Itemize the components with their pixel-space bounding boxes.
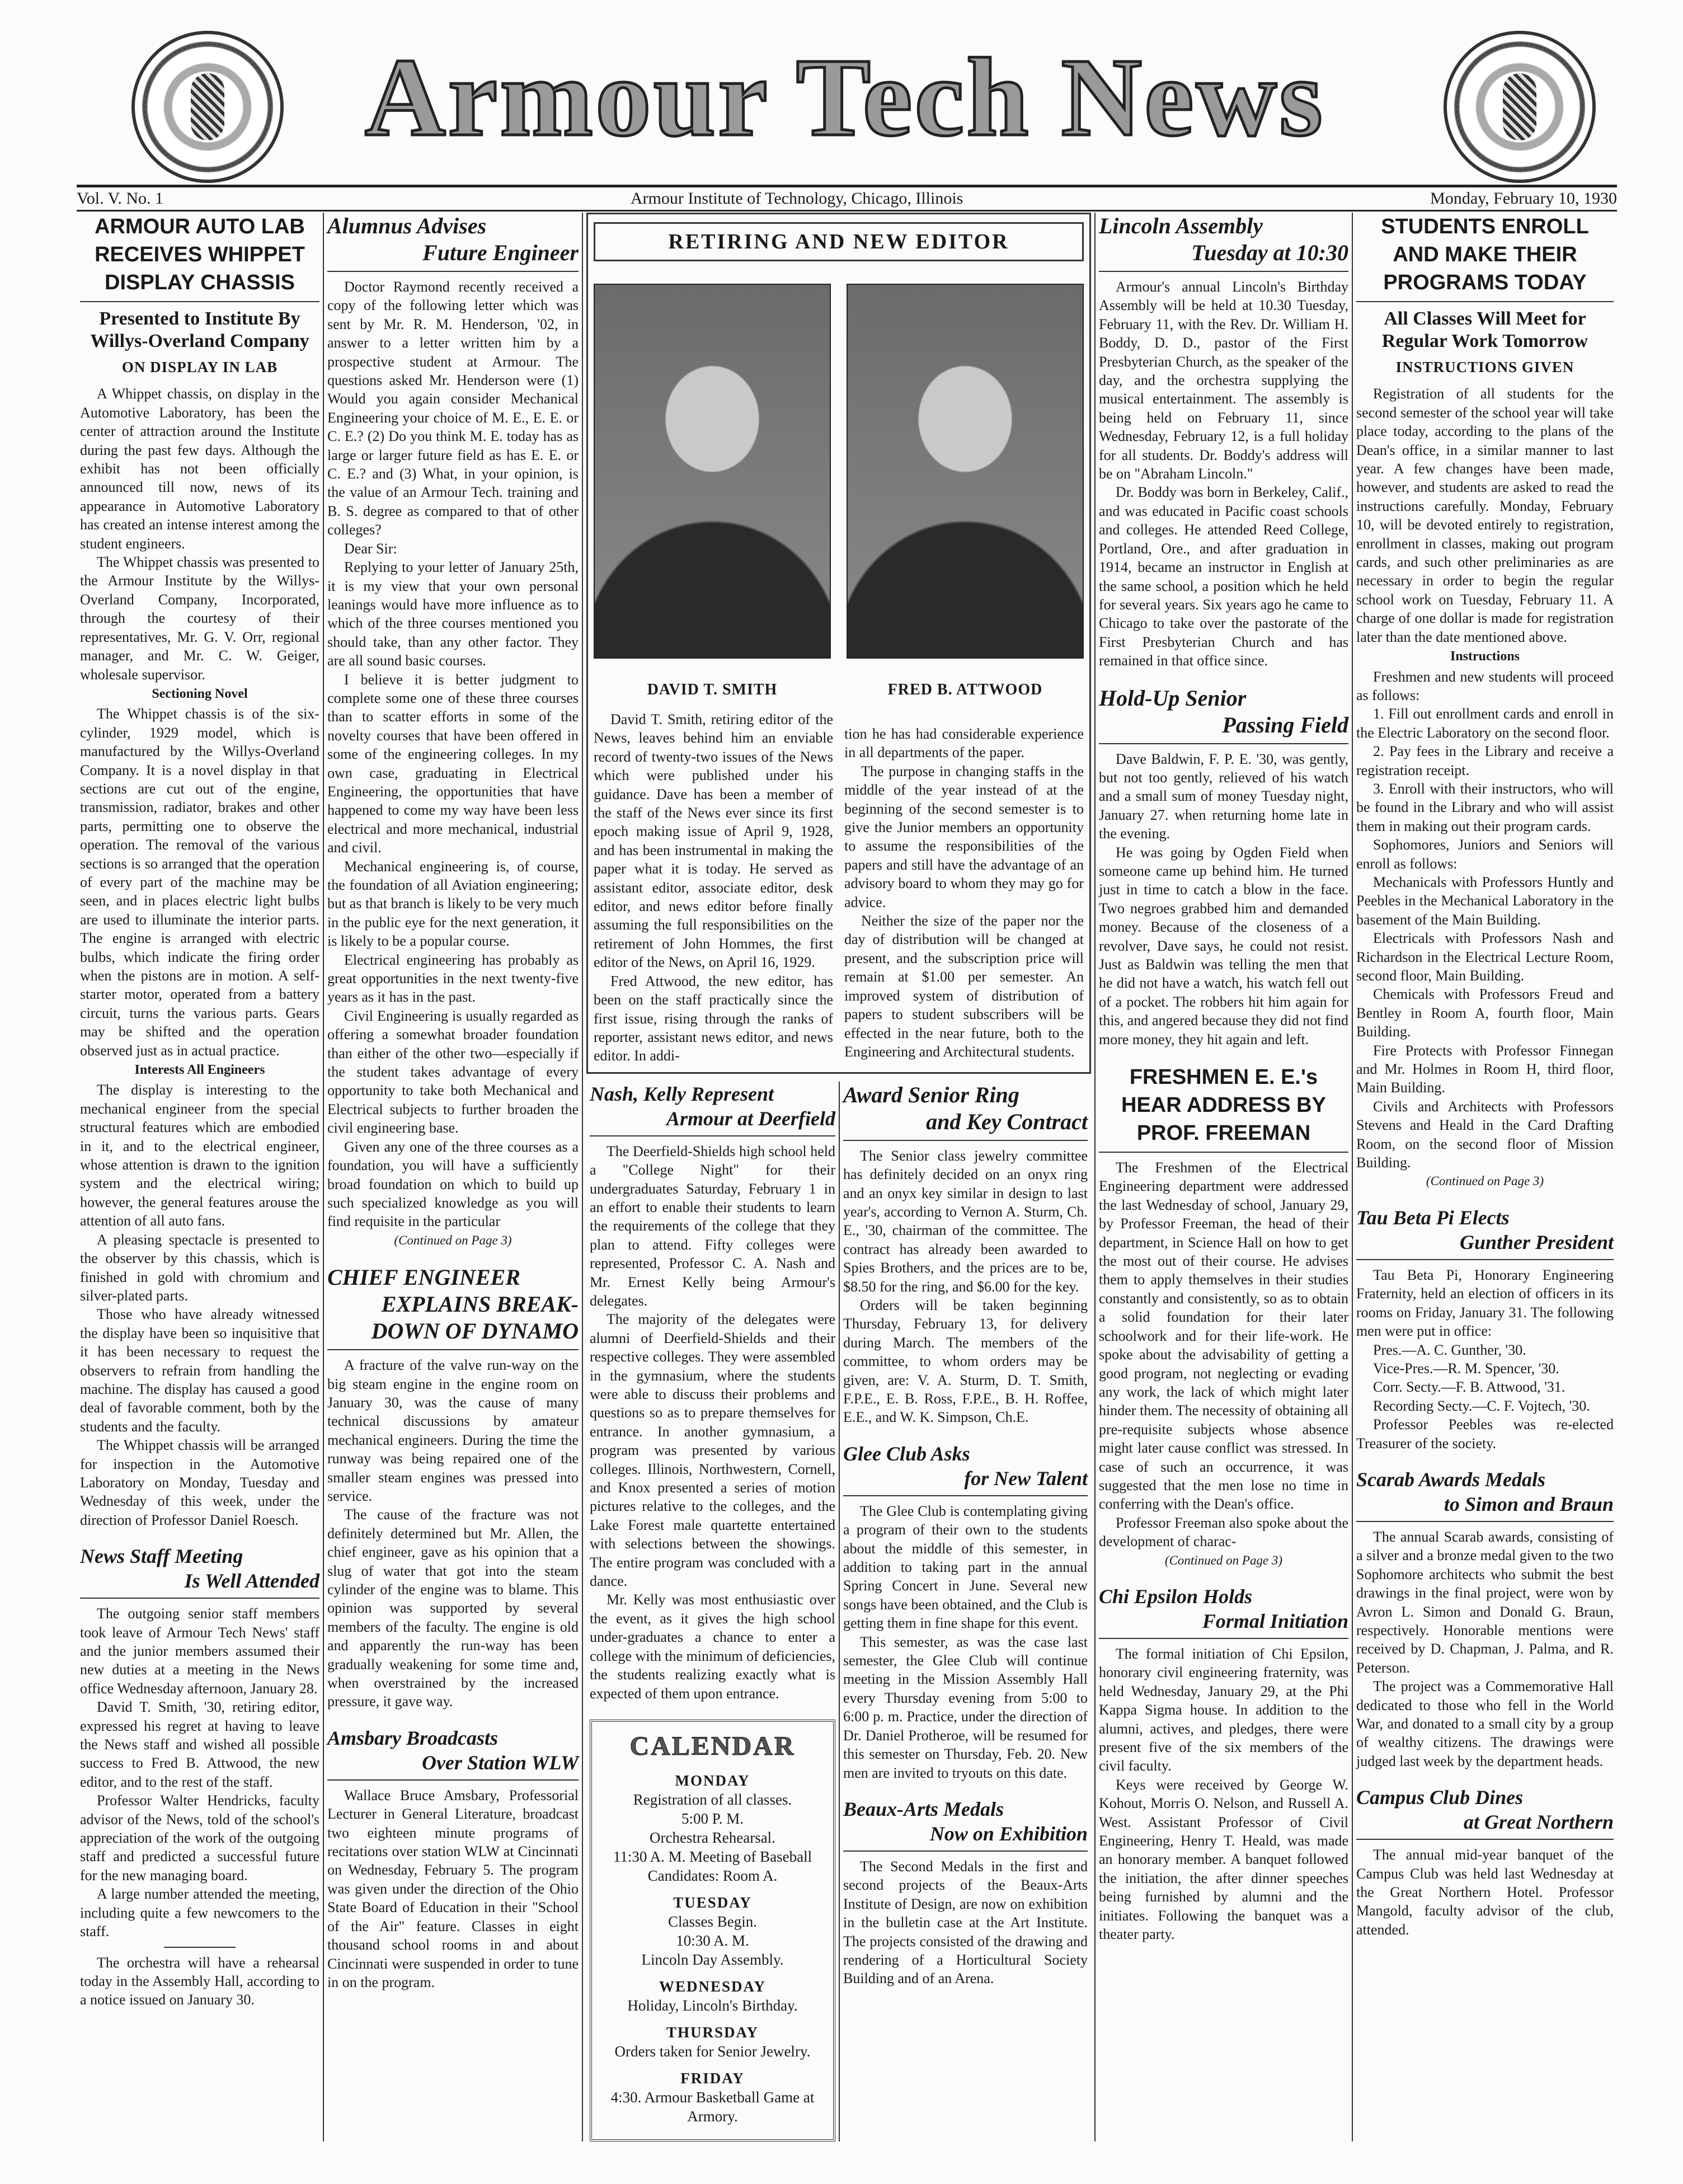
headline [1099,1584,1348,1639]
headline [1356,1467,1614,1522]
article-editor-part1 [594,710,833,1065]
calendar-title: CALENDAR [629,1731,796,1761]
section-subhead: Sectioning Novel [152,686,248,701]
headline-line: Glee Club Asks [843,1442,970,1465]
paragraph: Corr. Secty.—F. B. Attwood, '31. [1373,1379,1566,1396]
article-freshmen-ee [1099,1063,1348,1570]
paragraph: The Freshmen of the Electrical Engineering department were addressed the last Wednesday of school, January 29, by Professor Freeman, the head of their department, in Science Hall on how to get the most out of their course. He advises them to apply themselves in their studies constantly and consistently, so as to obtain a solid foundation for their later schoolwork and for their life-work. He spoke about the advisability of getting a good program, not neglecting or evading any work, the lack of which might later hinder them. The necessity of obtaining all pre-requisite subjects whose absence might later cause conflict was stressed. In case of such an occurrence, it was suggested that the men lose no time in conferring with the Dean's office. [1099,1159,1348,1513]
institution-name: Armour Institute of Technology, Chicago, Illinois [630,189,963,208]
column-center [582,213,1094,2141]
paragraph: The purpose in changing staffs in the middle of the year instead of at the beginning of the second semester is to give the Junior members an opportunity to assume the responsibilities of the papers and still have the advantage of an advisory board to whom they may go for advice. [844,763,1084,910]
paragraph: Mr. Kelly was most enthusiastic over the event, as it gives the high school under-graduates a chance to enter a college with the minimum of deficiencies, the students realizing exactly what is expected of them upon entrance. [590,1591,835,1702]
headline-line: HEAR ADDRESS BY [1121,1093,1326,1117]
paragraph: Sophomores, Juniors and Seniors will enroll as follows: [1356,837,1614,872]
section-subhead: Interests All Engineers [134,1063,265,1078]
paragraph: Neither the size of the paper nor the day of distribution will be changed at present, and the subscription price will remain at $1.00 per semester. An improved system of distribution of papers to student subscribers will be effected in the near future, both to the Engineering and Architectural students. [844,913,1084,1060]
article-students-enroll [1356,213,1614,1191]
headline [327,213,579,272]
paragraph: Given any one of the three courses as a foundation, you will have a sufficiently broad foundation on which to build up such specialized knowledge as you will find requisite in the particular [327,1138,579,1230]
paragraph: A pleasing spectacle is presented to the observer by this chassis, which is finished in gold with chromium and silver-plated parts. [80,1231,319,1304]
headline-line: Hold-Up Senior [1099,685,1247,711]
photo-fred-attwood [847,284,1084,659]
headline-line: CHIEF ENGINEER [327,1265,520,1290]
paragraph: Wallace Bruce Amsbary, Professorial Lecturer in General Literature, broadcast two eighteen minute programs of recitations over station WLW at Cincinnati on Wednesday, February 5. The program was given under the direction of the Ohio State Board of Education in their "School of the Air" feature. Classes in eight thousand school rooms in and about Cincinnati were suspended in order to tune in on the program. [327,1787,579,1990]
paragraph: David T. Smith, retiring editor of the News, leaves behind him an enviable record of twenty-two issues of the News which were published under his guidance. Dave has been a member of the staff of the News ever since its first epoch making issue of April 9, 1928, and has been instrumental in making the paper what it is today. He served as assistant editor, associate editor, desk editor, and news editor before finally assuming the full responsibilities on the retirement of John Hommes, the first editor of the News, on April 16, 1929. [594,711,833,971]
calendar-entry: Holiday, Lincoln's Birthday. [627,1997,798,2014]
headline-line: for New Talent [964,1467,1088,1490]
calendar-entry: Classes Begin. [668,1913,757,1930]
headline-line: Future Engineer [422,240,579,265]
paragraph: Civils and Architects with Professors Stevens and Heald in the Card Drafting Room, on the second floor of Mission Building. [1356,1098,1614,1171]
column-4 [1094,213,1352,2141]
paragraph: A Whippet chassis, on display in the Automotive Laboratory, has been the center of attraction around the Institute during the past few days. Although the exhibit has not been officially announced till now, news of its appearance in Automotive Laboratory has created an intense interest among the student engineers. [80,386,319,552]
headline [843,1797,1088,1852]
paragraph: Dr. Boddy was born in Berkeley, Calif., and was educated in Pacific coast schools and colleges. He attended Reed College, Portland, Ore., and after graduation in 1914, became an instructor in English at the same school, a position which he held for several years. Six years ago he came to Chicago to take over the pastorate of the First Presbyterian Church and has remained in that office since. [1099,484,1348,669]
paragraph: A large number attended the meeting, including quite a few newcomers to the staff. [80,1886,319,1940]
headline-line: Award Senior Ring [843,1082,1019,1107]
paragraph: The display is interesting to the mechanical engineer from the special structural features which are embodied in it, and to the electrical engineer, whose attention is drawn to the ignition system and the electrical wiring; however, the general features arouse the attention of all auto fans. [80,1082,319,1229]
paragraph: 3. Enroll with their instructors, who will be found in the Library and who will assist them in making out their program cards. [1356,780,1614,834]
institute-seal-left [131,31,284,183]
headline [80,213,319,302]
paragraph: The formal initiation of Chi Epsilon, honorary civil engineering fraternity, was held Wednesday, January 29, at the Phi Kappa Sigma house. In addition to the alumni, actives, and pledges, there were present five of the six members of the civil faculty. [1099,1645,1348,1774]
article-news-staff [80,1544,319,2009]
column-2 [323,213,582,2141]
article-editor-part2 [844,725,1084,1065]
continued-note: (Continued on Page 3) [1164,1553,1283,1567]
center-right-column [839,1082,1091,2141]
article-campus-club [1356,1785,1614,1939]
paragraph: The annual mid-year banquet of the Campus Club was held last Wednesday at the Great Northern Hotel. Professor Mangold, faculty advisor of the club, attended. [1356,1847,1614,1938]
paragraph: Civil Engineering is usually regarded as offering a somewhat broader foundation than either of the other two—especially if the student takes advantage of every opportunity to take both Mechanical and Electrical subjects to further broaden the civil engineering base. [327,1007,579,1136]
headline-line: Formal Initiation [1202,1609,1348,1632]
paragraph: Tau Beta Pi, Honorary Engineering Fraternity, held an election of officers in its rooms on Friday, January 31. The following men were put in office: [1356,1266,1614,1340]
page-columns [77,213,1617,2141]
paragraph: Fred Attwood, the new editor, has been on the staff practically since the first issue, rising through the ranks of reporter, assistant news editor, and news editor. In addi- [594,973,833,1064]
paragraph: Registration of all students for the second semester of the school year will take place today, according to the plans of the Dean's office, in a similar manner to last year. A few changes have been made, however, and students are asked to read the instructions carefully. Monday, February 10, will be devoted entirely to registration, enrollment in classes, making out program cards, and such other preliminaries as are necessary in order to begin the regular school work on Tuesday, February 11. A charge of one dollar is made for registration later than the date mentioned above. [1356,386,1614,645]
headline-line: EXPLAINS BREAK- [381,1291,579,1317]
paragraph: Mechanical engineering is, of course, the foundation of all Aviation engineering; but as that branch is likely to be very much in the public eye for the next generation, it is likely to be a popular course. [327,858,579,950]
paragraph: Electrical engineering has probably as great opportunities in the next twenty-five years as it has in the past. [327,951,579,1006]
headline-line: Is Well Attended [184,1570,319,1593]
center-left-column [586,1082,839,2141]
article-alumnus [327,213,579,1250]
paragraph: A fracture of the valve run-way on the big steam engine in the engine room on January 30, was the cause of many technical discussions by amateur mechanical engineers. During the time the runway was being repaired one of the smaller steam engines was pressed into service. [327,1357,579,1504]
paragraph: 1. Fill out enrollment cards and enroll in the Electric Laboratory on the second floor. [1356,706,1614,741]
paragraph: Recording Secty.—C. F. Vojtech, '30. [1373,1397,1590,1414]
calendar-entry: 10:30 A. M. [676,1932,749,1949]
paragraph: David T. Smith, '30, retiring editor, expressed his regret at having to leave the News staff and wished all possible success to Fred B. Attwood, the new editor, and to the rest of the staff. [80,1699,319,1790]
article-beaux-arts [843,1797,1088,1988]
divider [164,1947,236,1948]
headline [1356,1785,1614,1840]
paragraph: I believe it is better judgment to complete some one of these three courses than to scatter efforts in some of the novelty courses that have been offered in some of the engineering colleges. In my own case, graduating in Electrical Engineering, the opportunities that have happened to come my way have been less electrical and more mechanical, industrial and civil. [327,671,579,856]
dateline-bar [77,185,1617,212]
paragraph: The Second Medals in the first and second projects of the Beaux-Arts Institute of Design, are now on exhibition in the bulletin case at the Art Institute. The projects consisted of the drawing and rendering of a Horticultural Society Building and of an Arena. [843,1858,1088,1987]
article-senior-ring [843,1082,1088,1427]
caption-left: DAVID T. SMITH [647,681,778,698]
paragraph: Electricals with Professors Nash and Richardson in the Electrical Lecture Room, second floor, Main Building. [1356,930,1614,984]
paragraph: Freshmen and new students will proceed as follows: [1356,668,1614,703]
paragraph: The cause of the fracture was not definitely determined but Mr. Allen, the chief engineer, gave as his opinion that a slug of water that got into the steam cylinder of the engine was to blame. This opinion was supported by several members of the faculty. The engine is old and apparently the run-way has been gradually weakening for some time and, when overstrained by the increased pressure, it gave way. [327,1506,579,1710]
paragraph: The Deerfield-Shields high school held a "College Night" for their undergraduates Saturday, February 1 in an effort to enable their students to learn the requirements of the college that they plan to attend. Fifty colleges were represented, Professor C. A. Nash and Mr. Ernest Kelly being Armour's delegates. [590,1143,835,1309]
headline-line: Tau Beta Pi Elects [1356,1206,1510,1229]
headline-line: News Staff Meeting [80,1545,243,1568]
paragraph: The annual Scarab awards, consisting of a silver and a bronze medal given to the two Sophomore architects who submit the best drawings in the final project, were won by Avron L. Simon and Donald G. Braun, respectively. Honorable mentions were received by D. Chapman, J. Palma, and R. Peterson. [1356,1528,1614,1676]
headline-line: DISPLAY CHASSIS [105,271,295,294]
paragraph: Fire Protects with Professor Finnegan and Mr. Holmes in Room H, third floor, Main Building. [1356,1042,1614,1096]
subheadline-caps: ON DISPLAY IN LAB [121,359,278,375]
headline [1356,213,1614,302]
paragraph: The Senior class jewelry committee has definitely decided on an onyx ring and an onyx key similar in design to last year's, according to Vernon A. Sturm, Ch. E., '30, chairman of the committee. The contract has already been awarded to Spies Brothers, and the prices are to be, $8.50 for the ring, and $6.00 for the key. [843,1147,1088,1295]
calendar-entry: Orchestra Rehearsal. [650,1829,775,1846]
calendar-day: WEDNESDAY [659,1978,767,1995]
paragraph: The Whippet chassis will be arranged for inspection in the Automotive Laboratory on Monday, Tuesday and Wednesday of this week, under the direction of Professor Daniel Roesch. [80,1437,319,1528]
paragraph: Doctor Raymond recently received a copy of the following letter which was sent by Mr. R. M. Henderson, '02, in answer to a letter written him by a prospective student at Armour. The questions asked Mr. Henderson were (1) Would you again consider Mechanical Engineering your choice of M. E., E. E. or C. E.? (2) Do you think M. E. today has as large or larger future field as has E. E. or C. E.? and (3) What, in your opinion, is the value of an Armour Tech. training and B. S. degree as compared to that of other colleges? [327,279,579,538]
headline-line: Chi Epsilon Holds [1099,1585,1253,1608]
issue-date: Monday, February 10, 1930 [1430,189,1617,208]
headline [1099,1063,1348,1153]
article-scarab [1356,1467,1614,1770]
article-chi-epsilon [1099,1584,1348,1944]
subheadline-caps: INSTRUCTIONS GIVEN [1395,359,1574,375]
article-nash-kelly [590,1082,835,1703]
column-1 [77,213,323,2141]
headline-line: RECEIVES WHIPPET [95,243,305,266]
headline [843,1441,1088,1496]
paragraph: Professor Freeman also spoke about the development of charac- [1099,1514,1348,1550]
paragraph: The project was a Commemorative Hall dedicated to those who fell in the World War, and donated to a small city by a group of wealthy citizens. The drawings were judged last week by the department heads. [1356,1678,1614,1769]
calendar-day: MONDAY [675,1772,750,1789]
center-subcolumns [586,1082,1091,2141]
headline-line: Over Station WLW [421,1751,579,1774]
headline [1099,685,1348,744]
paragraph: He was going by Ogden Field when someone came up behind him. He turned just in time to catch a blow in the face. Two negroes grabbed him and demanded money. Because of the closeness of a revolver, Dave says, he could not resist. Just as Baldwin was telling the men that he did not have a watch, his watch fell out of a pocket. The robbers hit him again for this, and angered because they did not find more money, they hit again and left. [1099,844,1348,1048]
headline-line: Tuesday at 10:30 [1191,240,1348,265]
article-tau-beta-pi [1356,1205,1614,1453]
calendar-entry: 5:00 P. M. [681,1810,744,1827]
paragraph: Armour's annual Lincoln's Birthday Assembly will be held at 10.30 Tuesday, February 11, with the Rev. Dr. William H. Boddy, D. D., pastor of the First Presbyterian Church, as the speaker of the day, and the orchestra supplying the musical entertainment. The assembly is being held on February 11, since Wednesday, February 12, is a full holiday for all students. Dr. Boddy's address will be on "Abraham Lincoln." [1099,279,1348,482]
headline-line: Lincoln Assembly [1099,213,1263,238]
calendar-box [590,1720,835,2141]
photo-david-smith [594,284,831,659]
headline [843,1082,1088,1141]
calendar-entry: 11:30 A. M. Meeting of Baseball Candidates: Room A. [613,1848,812,1884]
caption-right: FRED B. ATTWOOD [887,681,1043,698]
headline-line: Amsbary Broadcasts [327,1726,499,1749]
calendar-day: TUESDAY [673,1894,752,1911]
institute-seal-right [1444,31,1596,183]
headline-line: PROGRAMS TODAY [1383,271,1587,294]
paragraph: 2. Pay fees in the Library and receive a registration receipt. [1356,743,1614,778]
headline-line: DOWN OF DYNAMO [371,1318,579,1344]
headline [80,1544,319,1599]
editor-feature-title: RETIRING AND NEW EDITOR [594,222,1084,261]
headline [327,1726,579,1781]
headline-line: Alumnus Advises [327,213,487,238]
headline-line: Beaux-Arts Medals [843,1797,1004,1820]
calendar-day: THURSDAY [666,2023,759,2041]
article-holdup [1099,685,1348,1049]
paragraph: The orchestra will have a rehearsal today in the Assembly Hall, according to a notice issued on January 30. [80,1954,319,2008]
calendar-entry: Registration of all classes. [633,1791,792,1808]
paragraph: Orders will be taken beginning Thursday, February 13, for delivery during March. The members of the committee, to whom orders may be given, are: V. A. Sturm, D. T. Smith, F.P.E., E. B. Ross, F.P.E., B. H. Roffee, E.E., and W. K. Simpson, Ch.E. [843,1297,1088,1426]
headline-line: Gunther President [1459,1230,1614,1253]
paragraph: The Whippet chassis was presented to the Armour Institute by the Willys-Overland Company, Incorporated, through the courtesy of their representatives, Mr. G. V. Orr, regional manager, and Mr. C. W. Geiger, wholesale supervisor. [80,554,319,683]
continued-note: (Continued on Page 3) [394,1233,512,1247]
paragraph: The majority of the delegates were alumni of Deerfield-Shields and their respective colleges. They were assembled in the gymnasium, where the students were able to discuss their problems and questions so as to prepare themselves for entrance. In another gymnasium, a program was presented by various colleges. Illinois, Northwestern, Cornell, and Knox presented a series of motion pictures relative to the colleges, and the Lake Forest male quartette entertained with selections between the showings. The entire program was concluded with a dance. [590,1311,835,1590]
paragraph: Professor Peebles was re-elected Treasurer of the society. [1356,1416,1614,1452]
headline-line: Passing Field [1222,712,1348,738]
headline [1099,213,1348,272]
headline-line: at Great Northern [1463,1811,1614,1834]
headline [590,1082,835,1136]
headline [327,1264,579,1350]
calendar-entry: Lincoln Day Assembly. [641,1951,784,1968]
subheadline: All Classes Will Meet for Regular Work Tomorrow [1381,308,1588,351]
paragraph: Vice-Pres.—R. M. Spencer, '30. [1373,1360,1559,1377]
headline-line: and Key Contract [926,1109,1088,1134]
article-lincoln-assembly [1099,213,1348,670]
paragraph: Those who have already witnessed the display have been so inquisitive that it has been necessary to request the observers to refrain from handling the machine. The display has caused a good deal of favorable comment, both by the students and the faculty. [80,1306,319,1435]
calendar-entry: 4:30. Armour Basketball Game at Armory. [610,2088,815,2125]
calendar-entry: Orders taken for Senior Jewelry. [614,2042,811,2060]
article-chief-engineer [327,1264,579,1711]
calendar-day: FRIDAY [680,2069,745,2087]
continued-note: (Continued on Page 3) [1426,1174,1544,1189]
article-auto-lab [80,213,319,1529]
headline-line: Nash, Kelly Represent [590,1082,774,1105]
headline-line: Campus Club Dines [1356,1786,1524,1809]
headline-line: ARMOUR AUTO LAB [95,215,305,238]
paragraph: Dave Baldwin, F. P. E. '30, was gently, but not too gently, relieved of his watch and a small sum of money Tuesday night, January 27. when returning home late in the evening. [1099,750,1348,842]
headline-line: FRESHMEN E. E.'s [1129,1065,1318,1089]
paragraph: Replying to your letter of January 25th, it is my view that your own personal leanings would have more influence as to which of the three courses mentioned you should take, than any other factor. They are all sound basic courses. [327,559,579,669]
paragraph: tion he has had considerable experience in all departments of the paper. [844,726,1084,761]
section-subhead: Instructions [1450,649,1520,664]
newspaper-title: Armour Tech News [365,36,1325,159]
paragraph: This semester, as was the case last semester, the Glee Club will continue meeting in the Mission Assembly Hall every Thursday evening from 5:00 to 6:00 p. m. Practice, under the direction of Dr. Daniel Protheroe, will be resumed for this semester on Thursday, Feb. 20. New men are invited to tryouts on this date. [843,1633,1088,1781]
calendar-days [598,1771,828,2126]
headline-line: PROF. FREEMAN [1136,1121,1311,1145]
paragraph: Dear Sir: [344,540,397,557]
headline-line: Now on Exhibition [929,1822,1088,1845]
paragraph: The outgoing senior staff members took leave of Armour Tech News' staff and the junior members assumed their new duties at a meeting in the News office Wednesday afternoon, January 28. [80,1605,319,1697]
paragraph: The Glee Club is contemplating giving a program of their own to the students about the middle of this semester, in addition to taking part in the annual Spring Concert in June. Several new songs have been obtained, and the Club is getting them in fine shape for this event. [843,1502,1088,1632]
subheadline: Presented to Institute By Willys-Overland Company [90,308,309,351]
headline-line: Armour at Deerfield [666,1107,835,1130]
volume-number: Vol. V. No. 1 [77,189,164,208]
paragraph: Mechanicals with Professors Huntly and Peebles in the Mechanical Laboratory in the basement of the Main Building. [1356,873,1614,928]
article-glee-club [843,1441,1088,1782]
paragraph: Keys were received by George W. Kohout, Morris O. Nelson, and Russell A. West. Assistant Professor of Civil Engineering, Henry T. Heald, was made an honorary member. A banquet followed the initiation, the after dinner speeches being furnished by alumni and the initiates. Following the banquet was a theater party. [1099,1776,1348,1943]
paragraph: The Whippet chassis is of the six-cylinder, 1929 model, which is manufactured by the Willys-Overland Company. It is a novel display in that sections are cut out of the engine, transmission, radiator, brakes and other parts, permitting one to observe the operation. The removal of the various sections is so arranged that the operation of every part of the machine may be seen, and in places electric light bulbs are used to illuminate the interior parts. The engine is arranged with electric bulbs, which indicate the firing order when the pistons are in motion. A self-starter motor, operated from a battery circuit, turns the various parts. Gears may be shifted and the operation observed just as in actual practice. [80,706,319,1059]
headline-line: STUDENTS ENROLL [1381,215,1589,238]
article-amsbary [327,1726,579,1992]
paragraph: Pres.—A. C. Gunther, '30. [1373,1341,1526,1358]
headline [1356,1205,1614,1260]
paragraph: Professor Walter Hendricks, faculty advisor of the News, told of the school's appreciation of the work of the outgoing staff and predicted a successful future for the new managing board. [80,1792,319,1884]
headline-line: Scarab Awards Medals [1356,1468,1546,1491]
headline-line: to Simon and Braun [1444,1492,1614,1515]
editor-feature-box [586,213,1091,1074]
paragraph: Chemicals with Professors Freud and Bentley in Room A, fourth floor, Main Building. [1356,986,1614,1040]
headline-line: AND MAKE THEIR [1393,243,1577,266]
column-5 [1352,213,1617,2141]
